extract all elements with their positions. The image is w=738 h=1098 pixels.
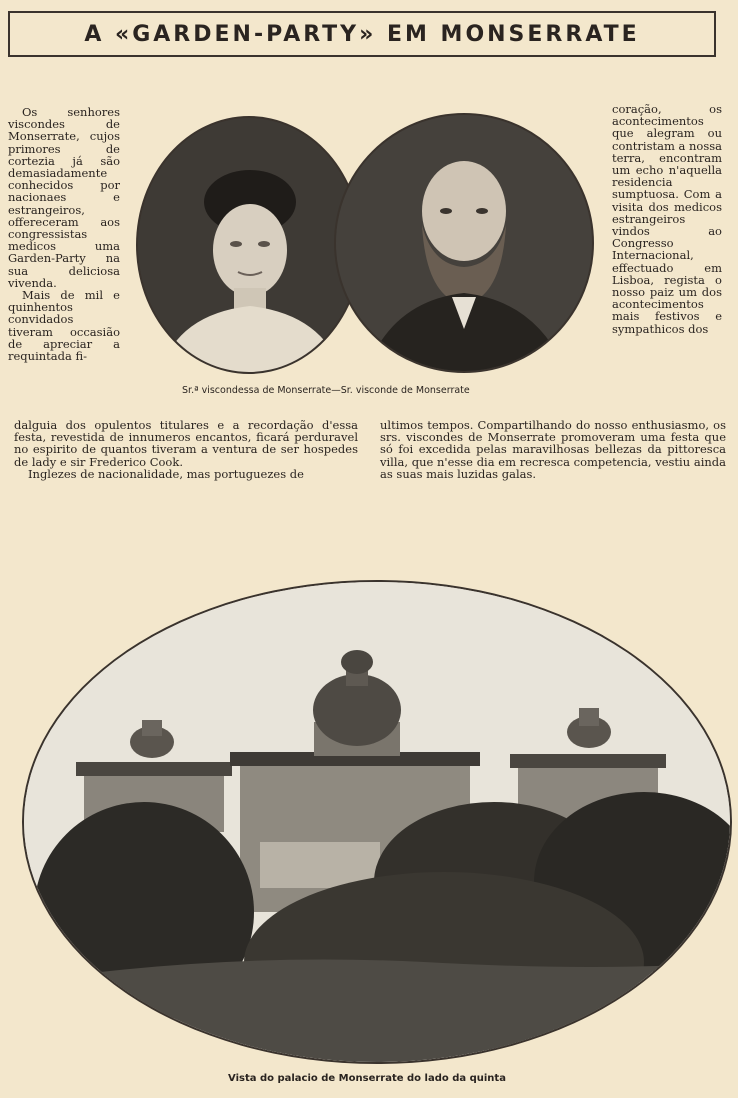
page-title: A «GARDEN-PARTY» EM MONSERRATE [84, 21, 640, 47]
bottom-left-text [14, 419, 358, 480]
right-column-text [612, 103, 722, 335]
palace-photo-image [24, 582, 730, 1062]
palace-caption: Vista do palacio de Monserrate do lado da quinta [228, 1073, 506, 1084]
left-column-text [8, 106, 120, 362]
left-column-paragraph-2: Mais de mil e quinhentos convidados tiveram occasião de apreciar a requintada fi- [8, 288, 120, 364]
portraits-caption: Sr.ª viscondessa de Monserrate—Sr. visconde de Monserrate [182, 385, 470, 396]
bottom-right-paragraph: ultimos tempos. Compartilhando do nosso enthusiasmo, os srs. viscondes de Monserrate promoveram uma festa que só foi excedida pelas maravilhosas bellezas da pittoresca villa, que n'esse dia em recresca competencia, vestiu ainda as suas mais luzidas galas. [380, 418, 726, 481]
bottom-left-paragraph-1: dalguia dos opulentos titulares e a recordação d'essa festa, revestida de innumeros encantos, ficará perduravel no espirito de quantos tiveram a ventura de ser hospedes de lady e sir Frederico Cook. [14, 418, 358, 469]
right-column-paragraph: coração, os acontecimentos que alegram ou contristam a nossa terra, encontram um echo n'aquella residencia sumptuosa. Com a visita dos medicos estrangeiros vindos ao Congresso Internacional, effectuado em Lisboa, regista o nosso paiz um dos acontecimentos mais festivos e sympathicos dos [612, 102, 723, 336]
title-frame [8, 11, 716, 57]
left-column-paragraph-1: Os senhores viscondes de Monserrate, cujos primores de cortezia já são demasiadamente conhecidos por nacionaes e estrangeiros, offereceram aos congressistas medicos uma Garden-Party na sua deliciosa vivenda. [8, 105, 120, 290]
bottom-left-paragraph-2: Inglezes de nacionalidade, mas portuguezes de [28, 466, 304, 481]
visconde-portrait [334, 113, 594, 373]
viscondessa-portrait [136, 116, 362, 374]
bottom-right-text [380, 419, 726, 480]
visconde-portrait-image [336, 115, 592, 371]
palace-photo [22, 580, 732, 1064]
viscondessa-portrait-image [138, 118, 360, 372]
